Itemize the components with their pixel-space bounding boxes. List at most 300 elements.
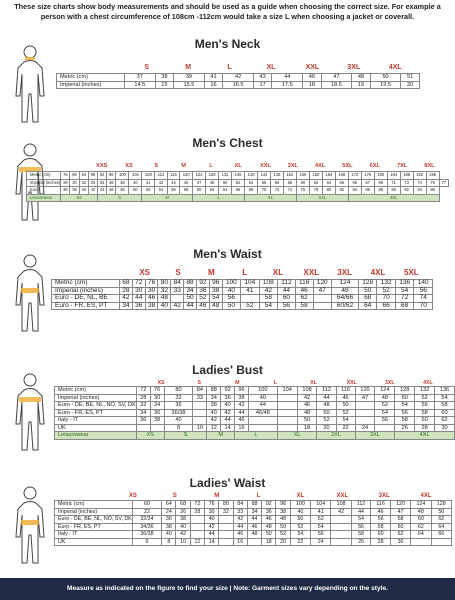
table-row bbox=[55, 394, 455, 402]
table-cell: 24 bbox=[355, 424, 375, 432]
table-cell bbox=[190, 531, 204, 539]
table-cell: 42 bbox=[221, 409, 235, 417]
table-cell: 156 bbox=[296, 172, 309, 180]
table-cell: 46 bbox=[145, 295, 158, 303]
table-cell: 42 bbox=[223, 74, 254, 82]
size-label: XXL bbox=[303, 268, 320, 277]
table-cell: 68 bbox=[120, 280, 133, 288]
size-label: 8XL bbox=[424, 163, 435, 169]
table-cell: 92 bbox=[221, 387, 235, 395]
table-cell: 64 bbox=[431, 523, 451, 531]
table-cell: 12 bbox=[207, 424, 221, 432]
table-cell: 64/66 bbox=[332, 295, 359, 303]
table-cell: 55 bbox=[258, 179, 271, 187]
table-cell: 26 bbox=[351, 538, 371, 546]
table-cell: 50 bbox=[358, 287, 376, 295]
table-row bbox=[27, 172, 449, 180]
table-cell: 34 bbox=[184, 287, 197, 295]
table-cell: 40 bbox=[221, 402, 235, 410]
leisurewear-row bbox=[27, 194, 449, 202]
table-cell: 46 bbox=[336, 394, 355, 402]
table-cell: 38 bbox=[116, 179, 129, 187]
table-cell: 104 bbox=[311, 501, 331, 509]
table-cell: 52 bbox=[290, 523, 310, 531]
table-cell: 77 bbox=[439, 179, 448, 187]
row-label: Imperial (inches) bbox=[55, 394, 137, 402]
leisurewear-cell: S bbox=[98, 194, 142, 202]
table-cell: 44 bbox=[205, 531, 219, 539]
table-cell bbox=[411, 538, 431, 546]
table-cell: 116 bbox=[167, 172, 179, 180]
row-label: UK bbox=[55, 424, 137, 432]
table-cell: 58 bbox=[180, 187, 193, 195]
table-cell: 62 bbox=[206, 187, 219, 195]
table-cell: 34 bbox=[150, 402, 164, 410]
size-label: XS bbox=[125, 163, 133, 169]
table-cell: 120 bbox=[355, 387, 375, 395]
table-cell: 54 bbox=[395, 402, 415, 410]
table-cell: 38 bbox=[150, 417, 164, 425]
table-cell: 56 bbox=[222, 295, 240, 303]
table-cell: 148 bbox=[270, 172, 283, 180]
table-cell: 52 bbox=[336, 409, 355, 417]
mens-chest-table bbox=[26, 171, 449, 202]
table-cell: 60 bbox=[132, 501, 162, 509]
table-cell: 28 bbox=[120, 287, 133, 295]
table-cell: 54 bbox=[336, 417, 355, 425]
table-cell: 90 bbox=[387, 187, 400, 195]
table-cell: 33 bbox=[171, 287, 184, 295]
table-cell: 196 bbox=[426, 172, 439, 180]
table-cell: 56 bbox=[375, 417, 395, 425]
table-cell: 18 bbox=[303, 81, 322, 89]
table-cell: 48 bbox=[411, 508, 431, 516]
table-cell: 38 bbox=[162, 523, 176, 531]
table-cell: 38 bbox=[155, 74, 174, 82]
table-cell: 84 bbox=[233, 501, 247, 509]
table-cell: 18 bbox=[262, 538, 276, 546]
row-label: Imperial (inches) bbox=[27, 179, 61, 187]
table-cell: 160 bbox=[309, 172, 322, 180]
row-label: Euro bbox=[27, 187, 61, 195]
table-cell: 34 bbox=[207, 394, 221, 402]
table-cell: 50 bbox=[276, 523, 290, 531]
table-cell: 40 bbox=[205, 516, 219, 524]
table-cell: 54 bbox=[290, 531, 310, 539]
table-cell: 37 bbox=[125, 74, 156, 82]
table-cell: 16 bbox=[204, 81, 223, 89]
table-cell: 17 bbox=[253, 81, 272, 89]
row-label: Imperial (inches) bbox=[55, 508, 133, 516]
leisurewear-row bbox=[55, 432, 455, 440]
table-cell: 58 bbox=[395, 417, 415, 425]
table-cell: 40 bbox=[248, 394, 277, 402]
table-cell: 34/36 bbox=[132, 523, 162, 531]
table-cell: 38 bbox=[207, 402, 221, 410]
table-cell: 48 bbox=[317, 402, 336, 410]
size-label: M bbox=[185, 64, 192, 71]
table-row bbox=[55, 508, 452, 516]
table-cell: 50 bbox=[336, 402, 355, 410]
mens-waist-table bbox=[51, 279, 433, 310]
mens-chest-title: Men's Chest bbox=[192, 136, 263, 150]
table-cell: 50 bbox=[297, 417, 317, 425]
table-cell: 66 bbox=[348, 179, 361, 187]
table-cell: 58 bbox=[435, 402, 455, 410]
table-row bbox=[52, 287, 433, 295]
size-label: 4XL bbox=[370, 268, 386, 277]
table-cell: 60 bbox=[415, 417, 435, 425]
table-cell: 42 bbox=[235, 402, 249, 410]
leisurewear-cell: S bbox=[164, 432, 207, 440]
table-cell: 47 bbox=[193, 179, 206, 187]
table-cell bbox=[355, 409, 375, 417]
table-row bbox=[57, 74, 420, 82]
row-label: Euro - DE, BE, NL, NO, SV, DK bbox=[55, 402, 137, 410]
table-cell: 140 bbox=[414, 280, 433, 288]
table-cell: 88 bbox=[374, 187, 387, 195]
table-cell: 80 bbox=[219, 501, 233, 509]
table-cell: 24 bbox=[311, 538, 331, 546]
leisurewear-cell: L bbox=[193, 194, 245, 202]
table-cell: 41 bbox=[311, 508, 331, 516]
size-label: XXL bbox=[346, 380, 357, 386]
table-cell bbox=[136, 424, 150, 432]
table-cell: 15 bbox=[155, 81, 174, 89]
table-cell: 46 bbox=[235, 417, 249, 425]
table-cell: 70 bbox=[414, 302, 433, 310]
table-cell: 14 bbox=[221, 424, 235, 432]
table-cell: 65 bbox=[335, 179, 348, 187]
table-cell bbox=[248, 424, 277, 432]
table-cell bbox=[331, 516, 351, 524]
table-cell: 88 bbox=[247, 501, 261, 509]
table-cell bbox=[277, 417, 297, 425]
table-cell: 44 bbox=[221, 417, 235, 425]
table-cell: 42 bbox=[205, 523, 219, 531]
table-cell: 84 bbox=[79, 172, 88, 180]
table-cell: 68 bbox=[358, 295, 376, 303]
table-cell: 56 bbox=[371, 516, 391, 524]
size-label: S bbox=[175, 268, 181, 277]
table-cell: 42 bbox=[171, 302, 184, 310]
table-cell: 88 bbox=[184, 280, 197, 288]
table-cell: 16 bbox=[235, 424, 249, 432]
ladies-waist-size-labels bbox=[112, 493, 447, 499]
table-cell: 43 bbox=[253, 74, 272, 82]
table-cell bbox=[431, 538, 451, 546]
row-label: Italy - IT bbox=[55, 417, 137, 425]
table-cell bbox=[193, 417, 207, 425]
table-cell: 56 bbox=[311, 531, 331, 539]
table-cell: 64 bbox=[162, 501, 176, 509]
table-cell: 58 bbox=[415, 409, 435, 417]
size-label: 3XL bbox=[337, 268, 352, 277]
table-cell bbox=[190, 523, 204, 531]
table-cell: 68 bbox=[245, 187, 258, 195]
table-cell: 108 bbox=[297, 387, 317, 395]
table-cell: 112 bbox=[278, 280, 296, 288]
leisurewear-cell: 3XL bbox=[348, 194, 439, 202]
table-cell: 36/38 bbox=[164, 409, 193, 417]
table-cell: 20 bbox=[317, 424, 336, 432]
table-cell: 176 bbox=[361, 172, 374, 180]
table-cell: 32 bbox=[164, 394, 193, 402]
size-label: 4XL bbox=[420, 493, 432, 499]
table-cell: 16.5 bbox=[223, 81, 254, 89]
table-cell: 56 bbox=[414, 287, 433, 295]
table-cell bbox=[277, 409, 297, 417]
table-cell: 18 bbox=[297, 424, 317, 432]
row-label: Imperial (inches) bbox=[57, 81, 125, 89]
table-cell: 80 bbox=[164, 387, 193, 395]
table-cell: 28 bbox=[371, 538, 391, 546]
table-cell: 172 bbox=[348, 172, 361, 180]
table-cell: 50 bbox=[317, 409, 336, 417]
row-label: Euro - DE, BE, NL, NO, SV, DK bbox=[55, 516, 133, 524]
table-cell: 48 bbox=[332, 287, 359, 295]
table-cell: 38 bbox=[209, 287, 222, 295]
table-cell: 112 bbox=[351, 501, 371, 509]
size-label: XXS bbox=[96, 163, 108, 169]
table-cell: 76 bbox=[205, 501, 219, 509]
table-cell: 52 bbox=[311, 516, 331, 524]
table-cell: 44 bbox=[98, 187, 107, 195]
table-cell bbox=[277, 402, 297, 410]
table-cell: 40 bbox=[129, 179, 142, 187]
size-label: XL bbox=[234, 163, 242, 169]
table-row bbox=[55, 531, 452, 539]
table-cell: 48 bbox=[375, 394, 395, 402]
table-cell: 136 bbox=[435, 387, 455, 395]
table-cell: 60 bbox=[411, 516, 431, 524]
table-cell: 44 bbox=[235, 409, 249, 417]
table-cell: 100 bbox=[222, 280, 240, 288]
table-cell bbox=[277, 424, 297, 432]
table-cell: 44 bbox=[167, 179, 179, 187]
table-cell: 74 bbox=[414, 295, 433, 303]
table-cell: 54 bbox=[259, 302, 277, 310]
table-cell: 47 bbox=[390, 508, 410, 516]
table-cell: 64 bbox=[411, 531, 431, 539]
table-cell: 56 bbox=[278, 302, 296, 310]
table-cell: 136 bbox=[232, 172, 245, 180]
table-cell: 46 bbox=[303, 74, 322, 82]
table-cell: 54 bbox=[245, 179, 258, 187]
leisurewear-cell: XS bbox=[136, 432, 164, 440]
table-cell: 60 bbox=[296, 179, 309, 187]
table-cell: 30 bbox=[150, 394, 164, 402]
table-cell: 47 bbox=[313, 287, 331, 295]
size-label: XXL bbox=[305, 64, 320, 71]
table-cell bbox=[171, 295, 184, 303]
mens-neck-table bbox=[56, 73, 420, 89]
size-label: XS bbox=[157, 380, 165, 386]
table-cell: 48 bbox=[206, 179, 219, 187]
table-cell: 71 bbox=[387, 179, 400, 187]
table-cell: 78 bbox=[309, 187, 322, 195]
size-label: M bbox=[214, 493, 220, 499]
table-cell bbox=[150, 424, 164, 432]
table-cell: 184 bbox=[387, 172, 400, 180]
table-cell: 19 bbox=[352, 81, 371, 89]
table-cell: 120 bbox=[180, 172, 193, 180]
table-cell: 41 bbox=[142, 179, 155, 187]
size-label: XS bbox=[139, 268, 150, 277]
table-cell: 152 bbox=[283, 172, 296, 180]
table-cell: 112 bbox=[155, 172, 167, 180]
size-label: L bbox=[256, 493, 261, 499]
table-cell: 84 bbox=[193, 387, 207, 395]
table-cell: 48 bbox=[297, 409, 317, 417]
table-cell: 36 bbox=[107, 179, 116, 187]
table-cell: 40 bbox=[162, 531, 176, 539]
table-cell: 54 bbox=[435, 394, 455, 402]
leisurewear-cell: M bbox=[207, 432, 235, 440]
table-cell: 100 bbox=[248, 387, 277, 395]
table-cell: 34 bbox=[120, 302, 133, 310]
table-cell: 42 bbox=[331, 508, 351, 516]
row-label: Euro - DE, NL, BE bbox=[52, 295, 120, 303]
table-cell: 92 bbox=[400, 187, 413, 195]
table-cell: 38 bbox=[176, 516, 190, 524]
table-cell: 44 bbox=[184, 302, 197, 310]
table-cell: 72 bbox=[136, 387, 150, 395]
table-row bbox=[55, 387, 455, 395]
row-label: Metric (cm) bbox=[55, 387, 137, 395]
table-cell: 76 bbox=[296, 187, 309, 195]
table-cell: 44 bbox=[278, 287, 296, 295]
table-cell: 52 bbox=[377, 287, 395, 295]
table-cell: 47 bbox=[321, 74, 352, 82]
table-cell: 92 bbox=[262, 501, 276, 509]
table-cell: 54 bbox=[311, 523, 331, 531]
table-cell: 36 bbox=[61, 187, 70, 195]
table-cell: 168 bbox=[335, 172, 348, 180]
size-label: L bbox=[209, 163, 213, 169]
table-cell: 62 bbox=[390, 531, 410, 539]
table-cell: 48 bbox=[247, 531, 261, 539]
table-cell: 144 bbox=[258, 172, 271, 180]
table-row bbox=[52, 280, 433, 288]
table-cell bbox=[355, 417, 375, 425]
table-cell: 82 bbox=[335, 187, 348, 195]
table-cell: 30 bbox=[435, 424, 455, 432]
mens-figure-neck-icon bbox=[10, 44, 50, 126]
table-cell: 33 bbox=[233, 508, 247, 516]
table-cell: 52 bbox=[196, 295, 209, 303]
table-cell: 38 bbox=[70, 187, 79, 195]
table-cell: 39 bbox=[174, 74, 205, 82]
size-label: M bbox=[181, 163, 186, 169]
table-cell: 48 bbox=[209, 302, 222, 310]
table-cell: 56 bbox=[415, 402, 435, 410]
table-cell: 58 bbox=[295, 302, 313, 310]
table-cell: 120 bbox=[390, 501, 410, 509]
table-cell: 68 bbox=[176, 501, 190, 509]
table-cell: 50 bbox=[219, 179, 232, 187]
table-cell: 32 bbox=[158, 287, 171, 295]
table-cell: 12 bbox=[190, 538, 204, 546]
table-cell: 132 bbox=[219, 172, 232, 180]
table-cell: 42 bbox=[297, 394, 317, 402]
size-label: 3XL bbox=[287, 163, 298, 169]
table-cell bbox=[219, 523, 233, 531]
table-cell: 52 bbox=[232, 179, 245, 187]
leisurewear-cell: XS bbox=[61, 194, 98, 202]
table-cell: 32 bbox=[79, 179, 88, 187]
table-cell: 38 bbox=[276, 508, 290, 516]
table-cell bbox=[248, 417, 277, 425]
table-cell: 34 bbox=[136, 409, 150, 417]
table-cell: 52 bbox=[415, 394, 435, 402]
table-cell: 52 bbox=[241, 302, 259, 310]
table-cell: 30 bbox=[390, 538, 410, 546]
table-row bbox=[55, 409, 455, 417]
row-label: Leisurewear bbox=[55, 432, 137, 440]
mens-figure-waist-icon bbox=[10, 253, 50, 335]
table-cell: 62 bbox=[309, 179, 322, 187]
size-label: 3XL bbox=[378, 493, 390, 499]
table-cell: 76 bbox=[426, 179, 439, 187]
mens-neck-title: Men's Neck bbox=[194, 37, 261, 51]
table-cell: 96 bbox=[276, 501, 290, 509]
table-cell: 50 bbox=[431, 508, 451, 516]
table-cell: 48 bbox=[158, 295, 171, 303]
table-cell: 16 bbox=[233, 538, 247, 546]
table-cell: 62 bbox=[295, 295, 313, 303]
table-cell: 58 bbox=[371, 523, 391, 531]
table-cell: 60 bbox=[435, 409, 455, 417]
table-cell: 41 bbox=[204, 74, 223, 82]
table-cell: 180 bbox=[374, 172, 387, 180]
table-cell: 36 bbox=[136, 417, 150, 425]
table-cell: 44 bbox=[317, 394, 336, 402]
table-cell: 128 bbox=[431, 501, 451, 509]
ladies-waist-title: Ladies' Waist bbox=[189, 476, 266, 490]
table-row bbox=[55, 417, 455, 425]
table-row bbox=[55, 402, 455, 410]
table-cell: 42 bbox=[176, 531, 190, 539]
table-cell: 46 bbox=[262, 516, 276, 524]
table-cell: 74 bbox=[283, 187, 296, 195]
table-row bbox=[52, 302, 433, 310]
table-cell: 62 bbox=[411, 523, 431, 531]
table-cell: 46 bbox=[233, 531, 247, 539]
table-cell: 52 bbox=[317, 417, 336, 425]
table-cell bbox=[190, 516, 204, 524]
table-cell: 66 bbox=[232, 187, 245, 195]
table-cell: 51 bbox=[401, 74, 420, 82]
table-cell: 58 bbox=[283, 179, 296, 187]
table-row bbox=[27, 187, 449, 195]
table-row bbox=[27, 179, 449, 187]
table-cell: 32 bbox=[136, 402, 150, 410]
leisurewear-cell: 2XL bbox=[317, 432, 355, 440]
table-cell: 58 bbox=[259, 295, 277, 303]
table-cell: 60/62 bbox=[332, 302, 359, 310]
row-label: Metric (cm) bbox=[52, 280, 120, 288]
table-cell bbox=[193, 402, 207, 410]
table-cell: 50 bbox=[262, 531, 276, 539]
table-cell: 124 bbox=[193, 172, 206, 180]
table-cell: 54 bbox=[375, 409, 395, 417]
table-cell: 60 bbox=[390, 523, 410, 531]
table-cell: 36 bbox=[262, 508, 276, 516]
table-cell: 92 bbox=[98, 172, 107, 180]
table-cell: 116 bbox=[295, 280, 313, 288]
row-label: Euro - FR, ES, PT bbox=[55, 523, 133, 531]
